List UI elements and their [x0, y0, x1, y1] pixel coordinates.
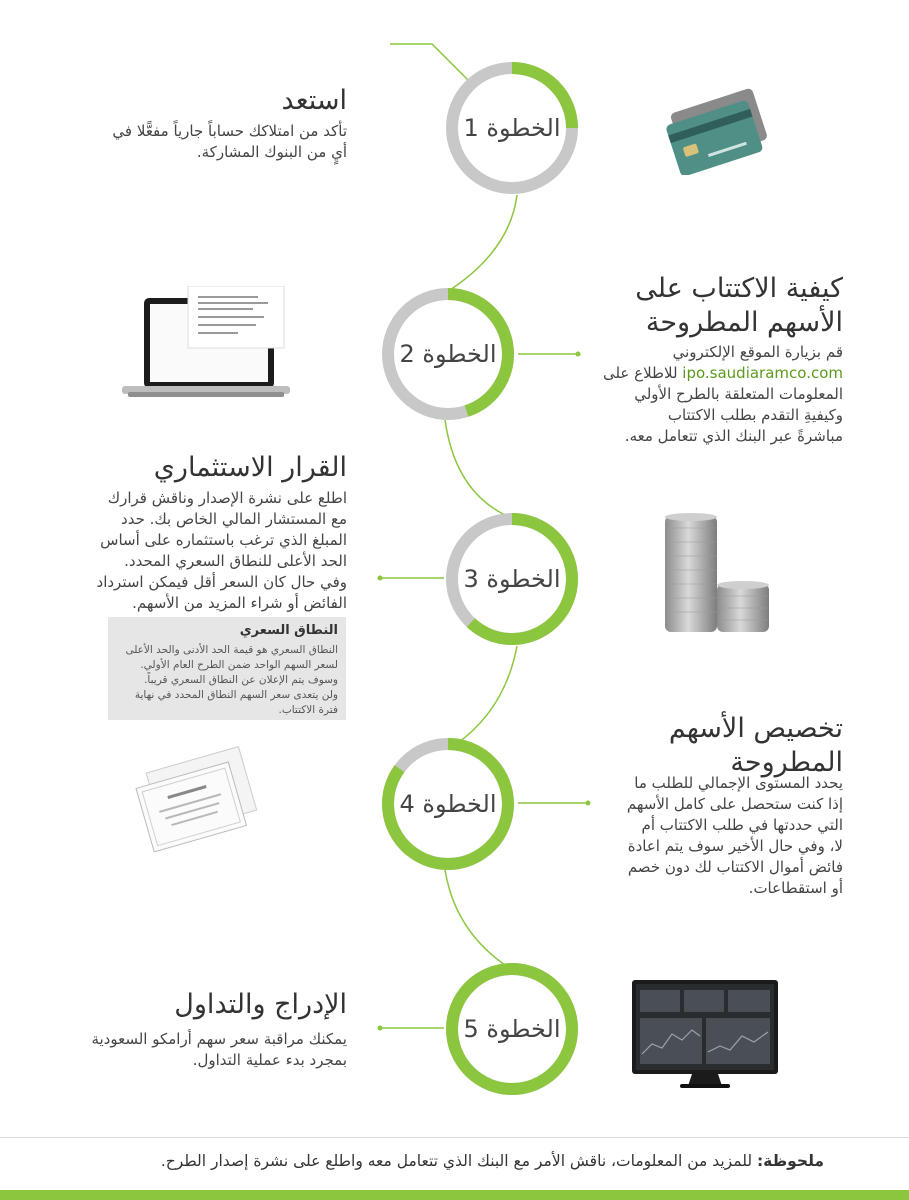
step-4-title-line: المطروحة [730, 747, 843, 778]
step-4-line: لا، وفي حال الأخير سوف يتم اعادة [627, 837, 843, 855]
step-4-line: يحدد المستوى الإجمالي للطلب ما [634, 774, 843, 792]
step-4-line: إذا كنت ستحصل على كامل الأسهم [626, 795, 843, 813]
step-3-line: الفائض أو شراء المزيد من الأسهم. [132, 594, 347, 612]
step-2-line: وكيفيةِ التقدم بطلب الاكتتاب [667, 406, 843, 424]
footer-note-label: ملحوظة: [756, 1152, 824, 1170]
step-5-body [77, 1029, 347, 1071]
step-3-line: وفي حال كان السعر أقل فيمكن استرداد [96, 573, 347, 591]
connector-3-4 [455, 646, 517, 745]
note-line: فترة الاكتتاب. [278, 704, 338, 716]
certificate-icon [126, 745, 276, 857]
step-1-body [87, 121, 347, 163]
step-4-line: التي حددتها في طلب الاكتتاب أم [641, 816, 843, 834]
step-2-title-line: الأسهم المطروحة [645, 307, 843, 338]
step-2-line: المعلومات المتعلقة بالطرح الأولي [634, 385, 843, 403]
footer-note [161, 1152, 824, 1170]
step-1-title: استعد [281, 85, 347, 116]
coins-icon [655, 508, 785, 636]
step-3-body [87, 488, 347, 614]
step-4-title [669, 712, 843, 780]
step-5-label: الخطوة 5 [463, 1015, 561, 1043]
step-5-title: الإدراج والتداول [174, 989, 347, 1020]
step-2-body [593, 342, 843, 447]
step-2-label: الخطوة 2 [399, 340, 497, 368]
trading-monitor-icon [630, 978, 780, 1092]
connector-2-3 [445, 420, 505, 515]
step-1-label: الخطوة 1 [463, 114, 561, 142]
step-5-line: يمكنك مراقبة سعر سهم أرامكو السعودية [91, 1030, 347, 1048]
step-3-label: الخطوة 3 [463, 565, 561, 593]
step-3-line: الحد الأعلى للنطاق السعري المحدد. [124, 552, 347, 570]
step-5-line: بمجرد بدء عملية التداول. [192, 1051, 347, 1069]
note-line: ولن يتعدى سعر السهم النطاق المحدد في نهاية [134, 689, 338, 701]
laptop-icon [118, 286, 290, 402]
step-3-line: المبلغ الذي ترغب باستثماره على أساس [100, 531, 347, 549]
website-link[interactable]: ipo.saudiaramco.com [682, 364, 843, 382]
step-2-link-suffix: للاطلاع على [602, 364, 683, 382]
credit-cards-icon [662, 80, 772, 175]
note-line: النطاق السعري هو قيمة الحد الأدنى والحد الأعلى [125, 644, 338, 656]
step-4-body [593, 773, 843, 899]
step-4-title-line: تخصيص الأسهم [668, 713, 843, 744]
connector-4-5 [445, 870, 505, 965]
step-3-title: القرار الاستثماري [153, 452, 347, 483]
step-2-link-line [593, 363, 843, 384]
step-4-label: الخطوة 4 [399, 790, 497, 818]
step-1-line: أيٍ من البنوك المشاركة. [196, 143, 347, 161]
step-2-line: قم بزيارة الموقع الإلكتروني [672, 343, 843, 361]
step-2-title-line: كيفية الاكتتاب على [635, 273, 843, 304]
note-line: لسعر السهم الواحد ضمن الطرح العام الأولي. [140, 659, 338, 671]
footer-note-text: للمزيد من المعلومات، ناقش الأمر مع البنك الذي تتعامل معه واطلع على نشرة إصدار الطرح. [160, 1152, 757, 1170]
price-range-note [108, 617, 346, 720]
step-2-line: مباشرةً عبر البنك الذي تتعامل معه. [624, 427, 843, 445]
step-3-line: اطلع على نشرة الإصدار وناقش قرارك [107, 489, 347, 507]
step-4-line: أو استقطاعات. [748, 879, 843, 897]
step-3-line: مع المستشار المالي الخاص بك. حدد [121, 510, 347, 528]
footer-divider [0, 1137, 909, 1138]
price-range-note-title: النطاق السعري [239, 623, 338, 638]
step-4-line: فائض أموال الاكتتاب لك دون خصم [627, 858, 843, 876]
price-range-note-body [114, 643, 338, 718]
bottom-accent-bar [0, 1190, 909, 1200]
note-line: وسوف يتم الإعلان عن النطاق السعري قريباً. [144, 674, 338, 686]
connector-1-2 [450, 195, 517, 290]
step-2-title [635, 272, 843, 340]
step-1-line: تأكد من امتلاكك حساباً جارياً مفعًّلا في [112, 122, 347, 140]
